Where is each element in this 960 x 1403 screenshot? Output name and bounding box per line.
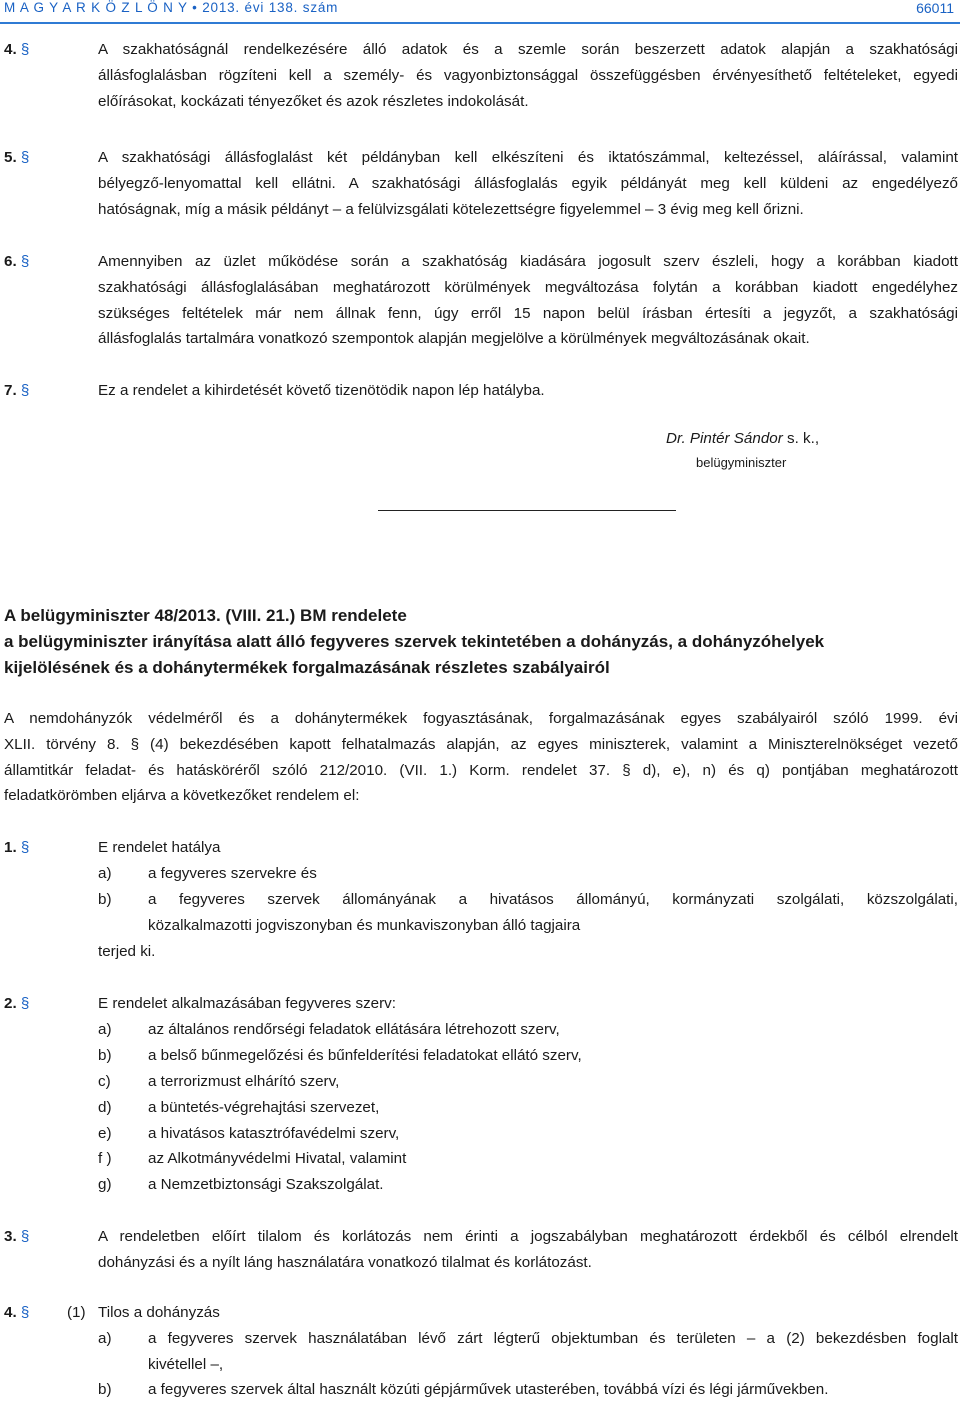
section-number: 1. § (4, 839, 30, 856)
paragraph-line: bélyegző-lenyomattal kell ellátni. A szakhatósági állásfoglalás egyik példányát meg kell küldeni az engedélyező (98, 174, 958, 192)
section-sign: § (20, 1228, 30, 1245)
section-number: 5. § (4, 149, 30, 166)
item-text: az általános rendőrségi feladatok ellátására létrehozott szerv, (148, 1021, 560, 1038)
section-sign: § (20, 382, 30, 399)
item-text: a Nemzetbiztonsági Szakszolgálat. (148, 1176, 384, 1193)
signature-role: belügyminiszter (696, 455, 787, 470)
item-label: e) (98, 1125, 112, 1142)
item-label: a) (98, 865, 112, 882)
section-sign: § (20, 1304, 30, 1321)
decree-title-line: a belügyminiszter irányítása alatt álló fegyveres szervek tekintetében a dohányzás, a dohányzóhelyek (4, 631, 825, 651)
section-4-intro: Tilos a dohányzás (98, 1304, 220, 1321)
section-sign: § (20, 41, 30, 58)
page-number: 66011 (916, 0, 954, 16)
decree-title-line: A belügyminiszter 48/2013. (VIII. 21.) BM rendelete (4, 606, 407, 625)
item-text: a hivatásos katasztrófavédelmi szerv, (148, 1125, 400, 1142)
preamble-line: feladatkörömben eljárva a következőket rendelem el: (4, 787, 360, 805)
item-text: a fegyveres szervek használatában lévő zárt légterű objektumban és területen – a (2) bekezdésben foglalt kivétellel –, (148, 1330, 958, 1373)
section-number: 4. § (4, 41, 30, 58)
preamble-line: A nemdohányzók védelméről és a dohánytermékek fogyasztásának, forgalmazásának egyes szabályairól szóló 1999. évi (4, 710, 958, 727)
paragraph-line: állásfoglalás tartalmára vonatkozó szempontok alapján megjelölve a körülmények megváltozásának okait. (98, 330, 810, 348)
item-label: f ) (98, 1150, 112, 1167)
header-rule (0, 22, 960, 24)
item-label: b) (98, 1047, 112, 1064)
section-number: 7. § (4, 382, 30, 399)
preamble-line: XLII. törvény 8. § (4) bekezdésében kapott felhatalmazás alapján, az egyes miniszterek, valamint a Miniszterelnökséget vezető (4, 735, 958, 753)
paragraph-line: szakhatósági állásfoglalásában meghatározott körülmények megváltozása folytán a korábban kiadott engedélyhez (98, 278, 958, 296)
section-7 (4, 378, 958, 404)
decree-title (4, 603, 958, 680)
section-6 (4, 249, 958, 352)
section-number: 6. § (4, 253, 30, 270)
item-label: b) (98, 1381, 112, 1398)
section-sign: § (20, 995, 30, 1012)
section-4 (4, 37, 958, 114)
paragraph-line: A szakhatóságnál rendelkezésére álló adatok és a szemle során beszerzett adatok alapján a szakhatósági (98, 41, 958, 58)
paragraph-number: (1) (67, 1304, 86, 1321)
section-number: 4. § (4, 1304, 30, 1321)
item-label: a) (98, 1021, 112, 1038)
section-1-outro: terjed ki. (98, 943, 156, 960)
item-label: a) (98, 1330, 112, 1347)
decree-title-line: kijelölésének és a dohánytermékek forgalmazásának részletes szabályairól (4, 657, 610, 677)
paragraph-line: szükséges feltételek már nem állnak fenn, úgy erről 15 napon belül írásban értesíti a jegyzőt, a szakhatósági (98, 304, 958, 322)
item-text: a fegyveres szervek állományának a hivatásos állományú, kormányzati szolgálati, közszolgálati, közalkalmazotti jogviszonyban és munkaviszonyban álló tagjaira (148, 891, 958, 934)
running-header: M A G Y A R K Ö Z L Ö N Y • 2013. évi 138. szám (4, 0, 339, 15)
decree-preamble (4, 706, 958, 809)
item-text: a belső bűnmegelőzési és bűnfelderítési feladatokat ellátó szerv, (148, 1047, 582, 1064)
section-2-intro: E rendelet alkalmazásában fegyveres szerv: (98, 995, 396, 1012)
section-sign: § (20, 839, 30, 856)
paragraph-line: előírásokat, kockázati tényezőket és azok részletes indokolását. (98, 92, 529, 110)
section-sign: § (20, 253, 30, 270)
item-text: a fegyveres szervekre és (148, 865, 317, 882)
preamble-line: államtitkár feladat- és hatásköréről szóló 212/2010. (VII. 1.) Korm. rendelet 37. § d), e), n) és q) pontjában meghatározott (4, 761, 958, 779)
item-text: a fegyveres szervek által használt közúti gépjárművek utasterében, továbbá vízi és légi járművekben. (148, 1381, 829, 1398)
paragraph-line: hatóságnak, míg a másik példányt – a felülvizsgálati kötelezettségre figyelemmel – 3 évig meg kell őrizni. (98, 200, 804, 218)
paragraph-line: A szakhatósági állásfoglalást két példányban kell elkészíteni és iktatószámmal, keltezéssel, aláírással, valamint (98, 149, 958, 166)
item-label: g) (98, 1176, 112, 1193)
section-1-intro: E rendelet hatálya (98, 839, 221, 856)
item-label: c) (98, 1073, 111, 1090)
paragraph-line: Amennyiben az üzlet működése során a szakhatóság kiadására jogosult szerv észleli, hogy a korábban kiadott (98, 253, 958, 270)
item-label: b) (98, 891, 112, 908)
item-text: a terrorizmust elhárító szerv, (148, 1073, 340, 1090)
item-text: az Alkotmányvédelmi Hivatal, valamint (148, 1150, 407, 1167)
item-label: d) (98, 1099, 112, 1116)
section-sign: § (20, 149, 30, 166)
paragraph-line: A rendeletben előírt tilalom és korlátozás nem érinti a jogszabályban meghatározott érdekből és célból elrendelt (98, 1228, 958, 1245)
paragraph-line: állásfoglalásban rögzíteni kell a személy- és vagyonbiztonsággal összefüggésben érvényesíthető feltételeket, egyedi (98, 66, 958, 84)
section-3 (4, 1224, 958, 1276)
section-number: 3. § (4, 1228, 30, 1245)
paragraph-line: dohányzási és a nyílt láng használatára vonatkozó tilalmat és korlátozást. (98, 1253, 592, 1271)
paragraph-line: Ez a rendelet a kihirdetését követő tizenötödik napon lép hatályba. (98, 382, 545, 399)
signature-name: Dr. Pintér Sándor s. k., (666, 430, 820, 447)
separator-rule (378, 510, 676, 511)
section-5 (4, 145, 958, 222)
item-text: a büntetés-végrehajtási szervezet, (148, 1099, 380, 1116)
section-number: 2. § (4, 995, 30, 1012)
